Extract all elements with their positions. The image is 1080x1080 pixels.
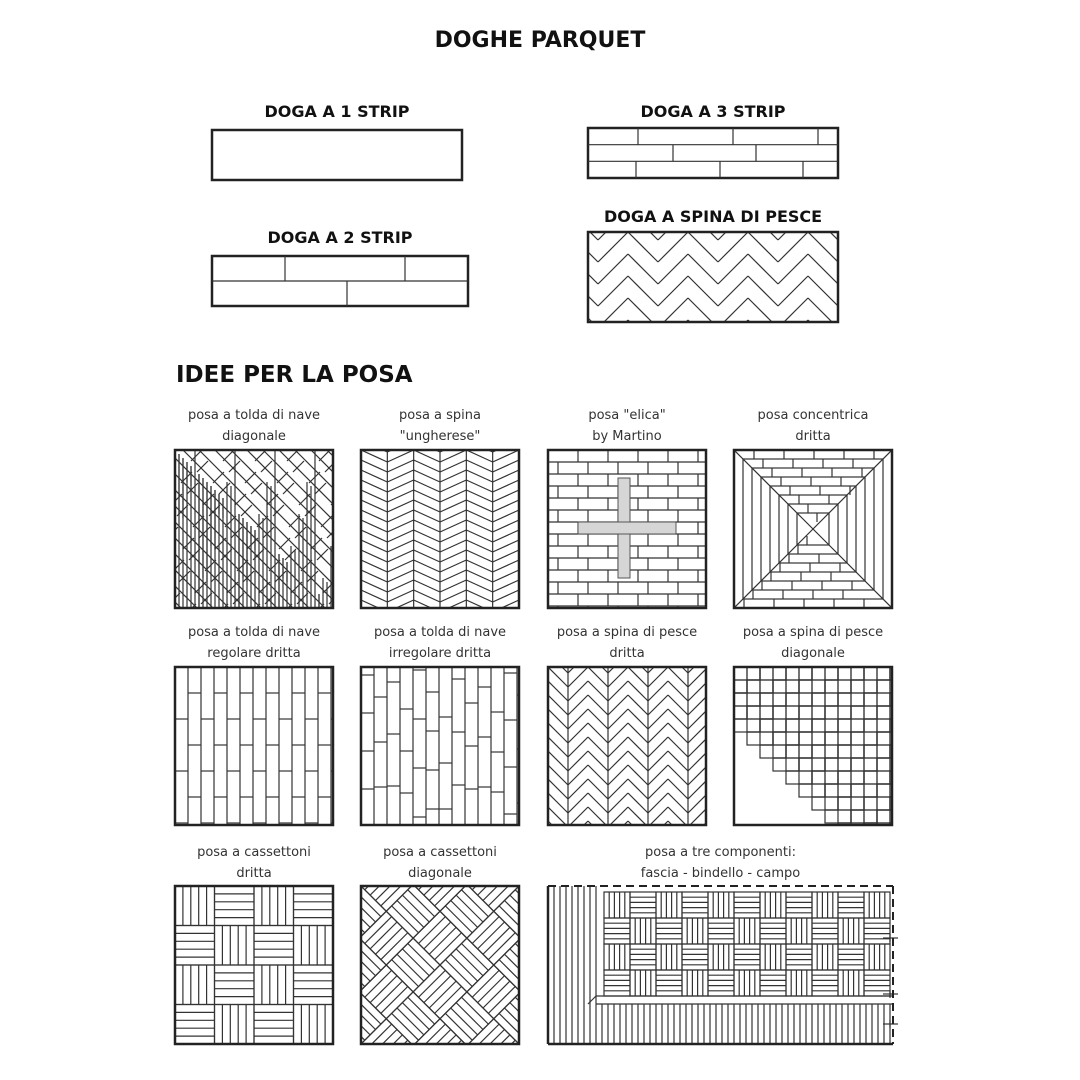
- plank-1-strip-label: DOGA A 1 STRIP: [264, 102, 410, 121]
- pattern-elica: [548, 450, 706, 608]
- pattern-deck-regular: [175, 667, 333, 825]
- plank-3-strip-drawing: [588, 128, 838, 178]
- pattern-hungarian: [361, 450, 519, 608]
- pattern-deck-irregular: [361, 667, 519, 825]
- pattern-basket-straight: [175, 886, 333, 1044]
- pattern-basket-diag: [361, 886, 519, 1044]
- caption-herring-diag: posa a spina di pesce diagonale: [742, 625, 884, 661]
- caption-herring-straight: posa a spina di pesce dritta: [556, 625, 698, 661]
- section-title: IDEE PER LA POSA: [176, 362, 413, 388]
- main-title: DOGHE PARQUET: [434, 28, 646, 53]
- pattern-three-comp: [548, 886, 893, 1044]
- plank-herringbone-drawing: [588, 232, 838, 322]
- caption-diag-deck: posa a tolda di nave diagonale: [187, 408, 321, 444]
- pattern-herring-straight: [548, 667, 706, 825]
- caption-three-comp: posa a tre componenti: fascia - bindello - campo: [640, 845, 801, 881]
- pattern-herring-diag: [734, 667, 892, 825]
- caption-basket-diag: posa a cassettoni diagonale: [383, 845, 497, 881]
- caption-deck-irregular: posa a tolda di nave irregolare dritta: [373, 625, 507, 661]
- plank-2-strip-label: DOGA A 2 STRIP: [267, 228, 413, 247]
- caption-deck-regular: posa a tolda di nave regolare dritta: [187, 625, 321, 661]
- pattern-diag-deck: [175, 450, 333, 608]
- caption-concentric: posa concentrica dritta: [757, 408, 869, 444]
- caption-hungarian: posa a spina "ungherese": [398, 408, 482, 444]
- plank-2-strip-drawing: [212, 256, 468, 306]
- plank-3-strip-label: DOGA A 3 STRIP: [640, 102, 786, 121]
- plank-herringbone-label: DOGA A SPINA DI PESCE: [603, 207, 823, 226]
- plank-1-strip-drawing: [212, 130, 462, 180]
- caption-basket-straight: posa a cassettoni dritta: [197, 845, 311, 881]
- caption-elica: posa "elica" by Martino: [588, 408, 666, 444]
- pattern-concentric: [734, 450, 892, 608]
